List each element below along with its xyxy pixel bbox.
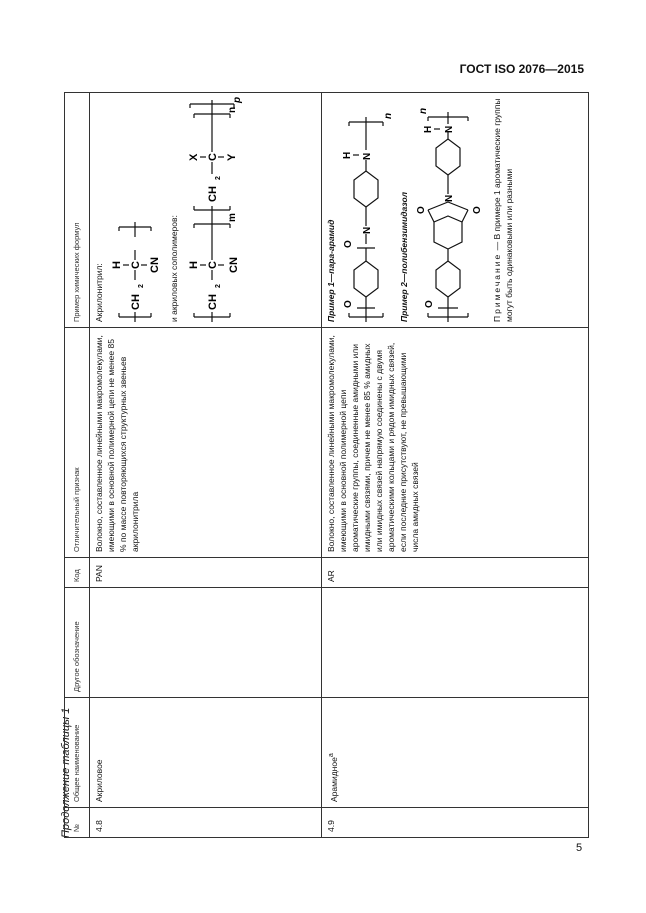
col-header-name: Общее наименование bbox=[65, 698, 90, 808]
o-atom-3: O bbox=[472, 206, 482, 214]
row-formula bbox=[90, 93, 322, 328]
h-atom: H bbox=[423, 125, 434, 133]
formula-label-copolymers: и акриловых сополимеров: bbox=[169, 215, 179, 322]
cn-group: CN bbox=[149, 257, 161, 273]
fiber-table bbox=[64, 92, 589, 838]
formula-title-polybenzimidazole: Пример 2—полибензимидазол bbox=[399, 192, 409, 322]
rotated-table-page bbox=[60, 93, 585, 838]
table-row bbox=[322, 93, 589, 838]
formula-title-para-aramid: Пример 1—пара-арамид bbox=[326, 219, 336, 322]
row-name-footnote: а bbox=[327, 753, 335, 758]
index-n: n bbox=[383, 112, 394, 119]
ch2-group: CH bbox=[130, 294, 142, 310]
c-atom-2: C bbox=[207, 153, 219, 161]
para-aramid-formula bbox=[337, 97, 395, 322]
o-atom: O bbox=[343, 300, 354, 308]
h-atom: H bbox=[111, 261, 123, 269]
index-n: n bbox=[418, 107, 429, 114]
page-number: 5 bbox=[576, 842, 583, 854]
n-atom: N bbox=[444, 194, 455, 202]
row-name-text: Арамидное bbox=[328, 757, 339, 802]
note-prefix: Примечание bbox=[492, 252, 502, 322]
acrylic-copolymer-formula bbox=[180, 97, 246, 322]
o-atom-2: O bbox=[343, 240, 354, 248]
cn-group: CN bbox=[228, 257, 240, 273]
o-atom: O bbox=[424, 300, 435, 308]
y-group: Y bbox=[226, 153, 238, 161]
table-row bbox=[90, 93, 322, 838]
formula-label-acrylonitrile: Акрилонитрил: bbox=[94, 263, 104, 322]
formula-note bbox=[491, 98, 515, 322]
ch2-group: CH bbox=[207, 294, 219, 310]
h-atom: H bbox=[188, 261, 200, 269]
n-atom-2: N bbox=[444, 125, 455, 133]
n-atom: N bbox=[362, 226, 373, 234]
index-n: n bbox=[227, 106, 238, 113]
index-p: p bbox=[232, 97, 243, 103]
col-header-feature: Отличительный признак bbox=[65, 328, 90, 558]
polybenzimidazole-formula bbox=[410, 97, 482, 322]
acrylonitrile-formula bbox=[105, 97, 165, 322]
ch2-group-2: CH bbox=[207, 186, 219, 202]
col-header-code: Код bbox=[65, 558, 90, 588]
row-formula bbox=[322, 93, 589, 328]
row-code: PAN bbox=[90, 558, 322, 588]
row-other bbox=[322, 588, 589, 698]
c-atom: C bbox=[207, 261, 219, 269]
x-group: X bbox=[188, 153, 200, 161]
row-name: Акриловое bbox=[90, 698, 322, 808]
table-caption: Продолжение таблицы 1 bbox=[60, 707, 72, 838]
o-atom-2: O bbox=[416, 206, 427, 214]
row-other bbox=[90, 588, 322, 698]
row-num: 4.8 bbox=[90, 808, 322, 838]
row-name bbox=[322, 698, 589, 808]
col-header-formula: Пример химических формул bbox=[65, 93, 90, 328]
ch2-subscript: 2 bbox=[215, 284, 222, 288]
h-atom: H bbox=[342, 151, 353, 159]
standard-header: ГОСТ ISO 2076—2015 bbox=[459, 62, 584, 76]
index-m: m bbox=[227, 213, 238, 222]
ch2-subscript-2: 2 bbox=[215, 176, 222, 180]
col-header-num: № bbox=[65, 808, 90, 838]
row-num: 4.9 bbox=[322, 808, 589, 838]
col-header-other: Другое обозначение bbox=[65, 588, 90, 698]
c-atom: C bbox=[130, 261, 142, 269]
n-atom-2: N bbox=[362, 152, 373, 160]
row-feature: Волокно, составленное линейными макромолекулами, имеющими в основной полимерной цепи ароматические группы, соединенные амидными или имидными связями, причем не менее 85 % амидных или имидных связей напрямую соединены с двумя ароматическими кольцами и рядом имидных связей, если последние присутствуют, не превышающими числа амидных связей bbox=[322, 328, 589, 558]
ch2-subscript: 2 bbox=[138, 284, 145, 288]
row-code: AR bbox=[322, 558, 589, 588]
table-header-row bbox=[65, 93, 90, 838]
row-feature: Волокно, составленное линейными макромолекулами, имеющими в основной полимерной цепи не менее 85 % по массе повторяющихся структурных звеньев акрилонитрила bbox=[90, 328, 322, 558]
note-text: — В примере 1 ароматические группы могут быть одинаковыми или разными bbox=[492, 98, 514, 322]
